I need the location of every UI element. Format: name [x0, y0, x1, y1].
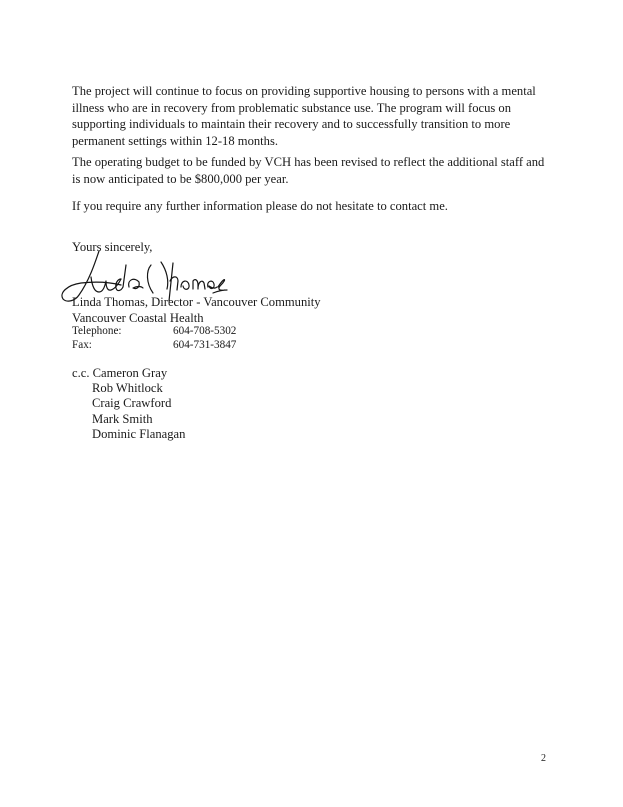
fax-number: 604-731-3847: [173, 339, 237, 351]
fax-label: Fax:: [72, 339, 92, 351]
cc-recipient-list: [92, 381, 185, 442]
signer-organization: Vancouver Coastal Health: [72, 311, 204, 325]
page-number: 2: [541, 753, 546, 764]
body-paragraph-1: The project will continue to focus on providing supportive housing to persons with a mental illness who are in recovery from problematic substance use. The program will focus on supporting individuals to maintain their recovery and to successfully transition to more permanent settings within 12-18 months.: [72, 84, 536, 148]
closing-salutation: Yours sincerely,: [72, 240, 153, 254]
cc-recipient: Craig Crawford: [92, 396, 172, 411]
signer-name-title: Linda Thomas, Director - Vancouver Community: [72, 295, 321, 309]
body-paragraph-2: The operating budget to be funded by VCH has been revised to reflect the additional staff and is now anticipated to be $800,000 per year.: [72, 155, 545, 186]
fax-row: [72, 338, 236, 352]
telephone-number: 604-708-5302: [173, 325, 237, 337]
cc-label: c.c. Cameron Gray: [72, 366, 168, 380]
cc-recipient: Dominic Flanagan: [92, 426, 186, 441]
cc-recipient: Mark Smith: [92, 411, 153, 426]
body-paragraph-3: If you require any further information please do not hesitate to contact me.: [72, 199, 448, 213]
cc-recipient: Rob Whitlock: [92, 381, 163, 395]
telephone-label: Telephone:: [72, 325, 122, 337]
telephone-row: [72, 324, 236, 338]
